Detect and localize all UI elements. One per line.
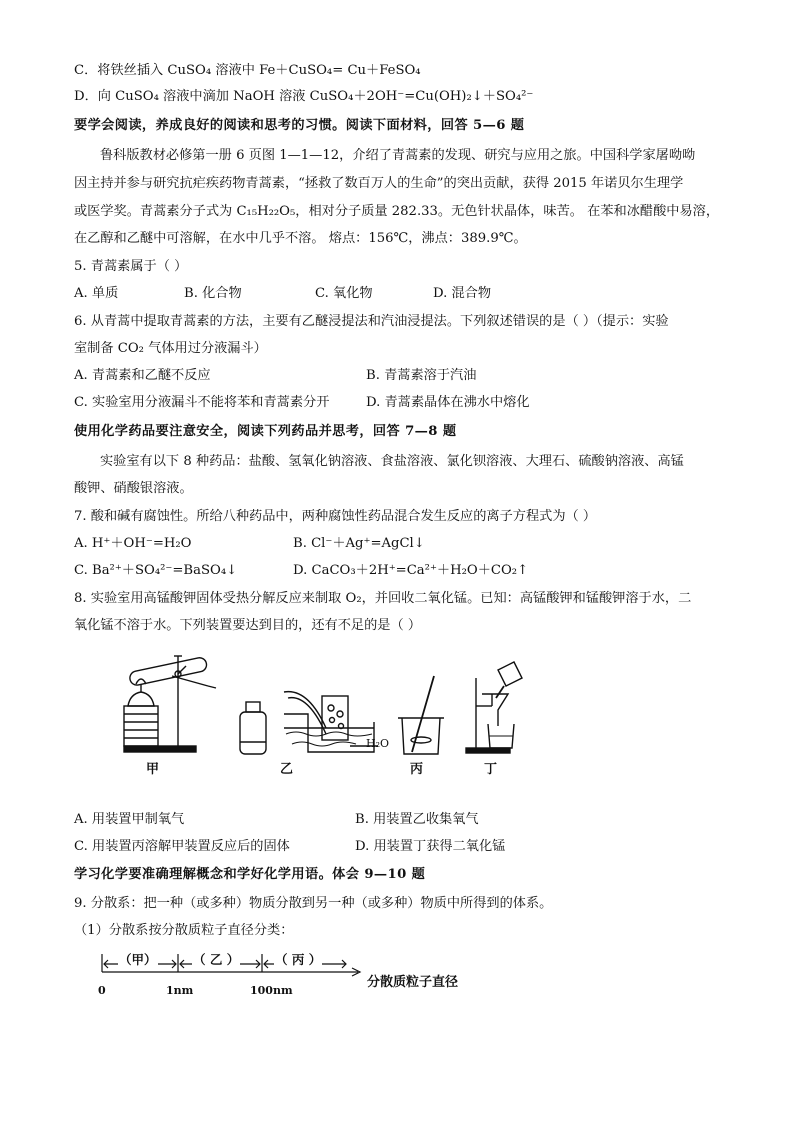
- passage-line: 或医学奖。青蒿素分子式为 C₁₅H₂₂O₅，相对分子质量 282.33。无色针状晶体，味苦。 在苯和冰醋酸中易溶，: [74, 204, 720, 219]
- section-heading-7-8: 使用化学药品要注意安全，阅读下列药品并思考，回答 7—8 题: [74, 424, 457, 439]
- axis-segment-bing: （ 丙 ）: [275, 952, 322, 967]
- q5-option-b: B. 化合物: [184, 286, 242, 301]
- passage-line: 在乙醇和乙醚中可溶解，在水中几乎不溶。 熔点：156℃，沸点：389.9℃。: [74, 231, 527, 246]
- section-heading-9-10: 学习化学要准确理解概念和学好化学用语。体会 9—10 题: [74, 867, 426, 882]
- question-9-part-1: （1）分散系按分散质粒子直径分类：: [74, 923, 294, 938]
- option-d-line: D．向 CuSO₄ 溶液中滴加 NaOH 溶液 CuSO₄＋2OH⁻=Cu(OH)₂↓＋SO₄²⁻: [74, 89, 534, 104]
- axis-tick-1nm: 1nm: [166, 984, 194, 997]
- q8-option-b: B. 用装置乙收集氧气: [355, 812, 479, 827]
- question-7: 7. 酸和碱有腐蚀性。所给八种药品中，两种腐蚀性药品混合发生反应的离子方程式为（ ）: [74, 509, 597, 524]
- stand-base: [124, 746, 196, 752]
- q7-option-a: A. H⁺＋OH⁻=H₂O: [74, 536, 192, 551]
- q7-option-b: B. Cl⁻＋Ag⁺=AgCl↓: [293, 536, 425, 551]
- q5-option-c: C. 氧化物: [315, 286, 373, 301]
- q6-option-b: B. 青蒿素溶于汽油: [366, 368, 477, 383]
- question-6: 6. 从青蒿中提取青蒿素的方法，主要有乙醚浸提法和汽油浸提法。下列叙述错误的是（ ）（提示：实验: [74, 314, 669, 329]
- funnel: [482, 694, 508, 726]
- q6-option-a: A. 青蒿素和乙醚不反应: [74, 368, 211, 383]
- q8-option-d: D. 用装置丁获得二氧化锰: [355, 839, 506, 854]
- passage-line: 因主持并参与研究抗疟疾药物青蒿素，“拯救了数百万人的生命”的突出贡献，获得 2015 年诺贝尔生理学: [74, 176, 684, 191]
- q8-option-c: C. 用装置丙溶解甲装置反应后的固体: [74, 839, 290, 854]
- apparatus-figure: [112, 648, 542, 798]
- pouring-beaker: [498, 662, 522, 686]
- apparatus-label-ding: 丁: [484, 762, 498, 777]
- axis-tick-0: 0: [98, 984, 106, 997]
- axis-tick-100nm: 100nm: [250, 984, 293, 997]
- question-6-cont: 室制备 CO₂ 气体用过分液漏斗）: [74, 341, 267, 356]
- q5-option-a: A. 单质: [74, 286, 119, 301]
- q5-option-d: D. 混合物: [433, 286, 492, 301]
- q7-option-c: C. Ba²⁺＋SO₄²⁻=BaSO₄↓: [74, 563, 238, 578]
- axis-label: 分散质粒子直径: [367, 975, 459, 990]
- passage-line: 鲁科版教材必修第一册 6 页图 1—1—12，介绍了青蒿素的发现、研究与应用之旅。中国科学家屠呦呦: [100, 148, 696, 163]
- option-c-line: C．将铁丝插入 CuSO₄ 溶液中 Fe＋CuSO₄= Cu＋FeSO₄: [74, 63, 421, 78]
- apparatus-label-jia: 甲: [146, 762, 160, 777]
- lamp-block: [124, 706, 158, 746]
- q7-option-d: D. CaCO₃＋2H⁺=Ca²⁺＋H₂O＋CO₂↑: [293, 563, 529, 578]
- q6-option-c: C. 实验室用分液漏斗不能将苯和青蒿素分开: [74, 395, 330, 410]
- q8-option-a: A. 用装置甲制氧气: [74, 812, 185, 827]
- axis-segment-jia: （甲）: [119, 952, 157, 967]
- water-label: H₂O: [366, 737, 390, 750]
- passage-line: 酸钾、硝酸银溶液。: [74, 481, 193, 496]
- section-heading-5-6: 要学会阅读，养成良好的阅读和思考的习惯。阅读下面材料，回答 5—6 题: [74, 118, 525, 133]
- question-9: 9. 分散系：把一种（或多种）物质分散到另一种（或多种）物质中所得到的体系。: [74, 896, 553, 911]
- question-5: 5. 青蒿素属于（ ）: [74, 259, 188, 274]
- q6-option-d: D. 青蒿素晶体在沸水中熔化: [366, 395, 530, 410]
- alcohol-lamp: [128, 692, 154, 706]
- test-tube: [129, 656, 208, 686]
- stand-base: [466, 748, 510, 753]
- question-8: 8. 实验室用高锰酸钾固体受热分解反应来制取 O₂，并回收二氧化锰。已知：高锰酸钾和锰酸钾溶于水，二: [74, 591, 692, 606]
- passage-line: 实验室有以下 8 种药品：盐酸、氢氧化钠溶液、食盐溶液、氯化钡溶液、大理石、硫酸钠溶液、高锰: [100, 454, 684, 469]
- gas-bottle: [240, 712, 266, 754]
- apparatus-label-yi: 乙: [280, 762, 294, 777]
- axis-segment-yi: （ 乙 ）: [193, 952, 240, 967]
- question-8-cont: 氧化锰不溶于水。下列装置要达到目的，还有不足的是（ ）: [74, 618, 422, 633]
- apparatus-label-bing: 丙: [410, 762, 424, 777]
